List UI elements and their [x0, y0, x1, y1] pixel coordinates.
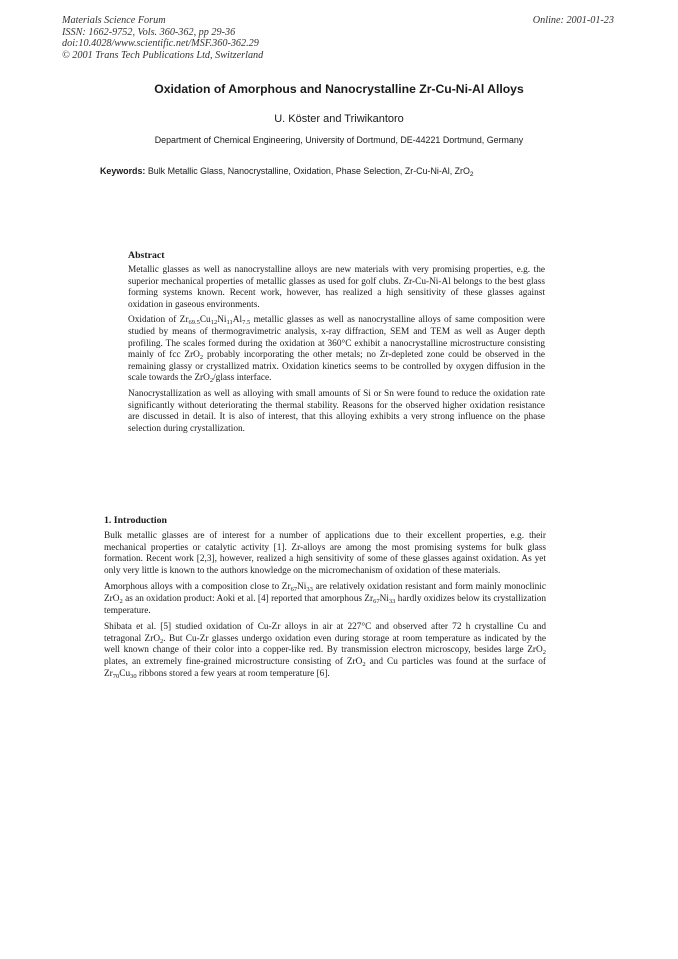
introduction-body	[104, 531, 546, 685]
journal-header	[62, 15, 263, 61]
abstract-paragraph: Nanocrystallization as well as alloying with small amounts of Si or Sn were found to reduce the oxidation rate significantly without deteriorating the thermal stability. Reasons for the observed higher oxidation resistance are discussed in detail. It is also of interest, that this alloying exhibits a very strong influence on the phase selection during crystallization.	[128, 388, 545, 434]
body-paragraph: Amorphous alloys with a composition close to $Zr_{67}Ni_{33}$ are relatively oxidation resistant and form mainly monoclinic ZrO$_2$ as an oxidation product: Aoki et al. [4] reported that amorphous $Zr_{67}Ni_{33}$ hardly oxidizes below its crystallization temperature.	[104, 582, 546, 616]
body-paragraph: Bulk metallic glasses are of interest for a number of applications due to their excellent properties, e.g. their mechanical properties or catalytic activity [1]. Zr-alloys are among the most promising systems for bulk glass formation. Recent work [2,3], however, realized a high sensitivity of some of these glasses against oxidation. As yet only very little is known to the authors knowledge on the micromechanism of oxidation of these materials.	[104, 531, 546, 576]
affiliation: Department of Chemical Engineering, University of Dortmund, DE-44221 Dortmund, Germany	[154, 135, 524, 145]
abstract-paragraph: Metallic glasses as well as nanocrystalline alloys are new materials with very promising properties, e.g. the superior mechanical properties of metallic glasses as used for golf clubs. Zr-Cu-Ni-Al belongs to the best glass forming systems known. Recent work, however, has realized a high sensitivity of these glasses against oxidation in gaseous environments.	[128, 265, 545, 310]
keywords: Keywords: Bulk Metallic Glass, Nanocrystalline, Oxidation, Phase Selection, Zr-Cu-Ni-Al, ZrO$_2$	[100, 166, 474, 178]
authors: U. Köster and Triwikantoro	[274, 113, 404, 125]
copyright: © 2001 Trans Tech Publications Ltd, Switzerland	[62, 49, 264, 61]
section-heading: 1. Introduction	[104, 515, 167, 526]
online-date: Online: 2001-01-23	[532, 15, 614, 26]
doi: doi:10.4028/www.scientific.net/MSF.360-362.29	[62, 38, 259, 50]
issn: ISSN: 1662-9752, Vols. 360-362, pp 29-36	[62, 26, 236, 38]
journal-name: Materials Science Forum	[62, 15, 166, 26]
keywords-label: Keywords:	[100, 166, 146, 176]
paper-title: Oxidation of Amorphous and Nanocrystalline Zr-Cu-Ni-Al Alloys	[154, 82, 524, 96]
abstract-body	[128, 265, 545, 439]
keywords-text: Bulk Metallic Glass, Nanocrystalline, Oxidation, Phase Selection, Zr-Cu-Ni-Al, ZrO	[147, 166, 470, 176]
abstract-paragraph: Oxidation of $Zr_{69.5}Cu_{12}Ni_{11}Al_{7.5}$ metallic glasses as well as nanocrystalline alloys of same composition were studied by means of thermogravimetric analysis, x-ray diffraction, SEM and TEM as well as Auger depth profiling. The scales formed during the oxidation at 360°C exhibit a nanocrystalline microstructure consisting mainly of fcc ZrO$_2$ probably incorporating the other metals; no Zr-depleted zone could be observed in the remaining glassy or crystallized matrix. Oxidation kinetics seems to be controlled by oxygen diffusion in the scale towards the ZrO$_2$/glass interface.	[128, 315, 545, 385]
body-paragraph: Shibata et al. [5] studied oxidation of Cu-Zr alloys in air at 227°C and observed after 72 h crystalline Cu and tetragonal ZrO$_2$. But Cu-Zr glasses undergo oxidation even during storage at room temperature as indicated by the well known change of their color into a copper-like red. By transmission electron microscopy, besides large ZrO$_2$ plates, an extremely fine-grained microstructure consisting of ZrO$_2$ and Cu particles was found at the surface of $Zr_{70}Cu_{30}$ ribbons stored a few years at room temperature [6].	[104, 622, 547, 680]
abstract-heading: Abstract	[128, 250, 165, 261]
